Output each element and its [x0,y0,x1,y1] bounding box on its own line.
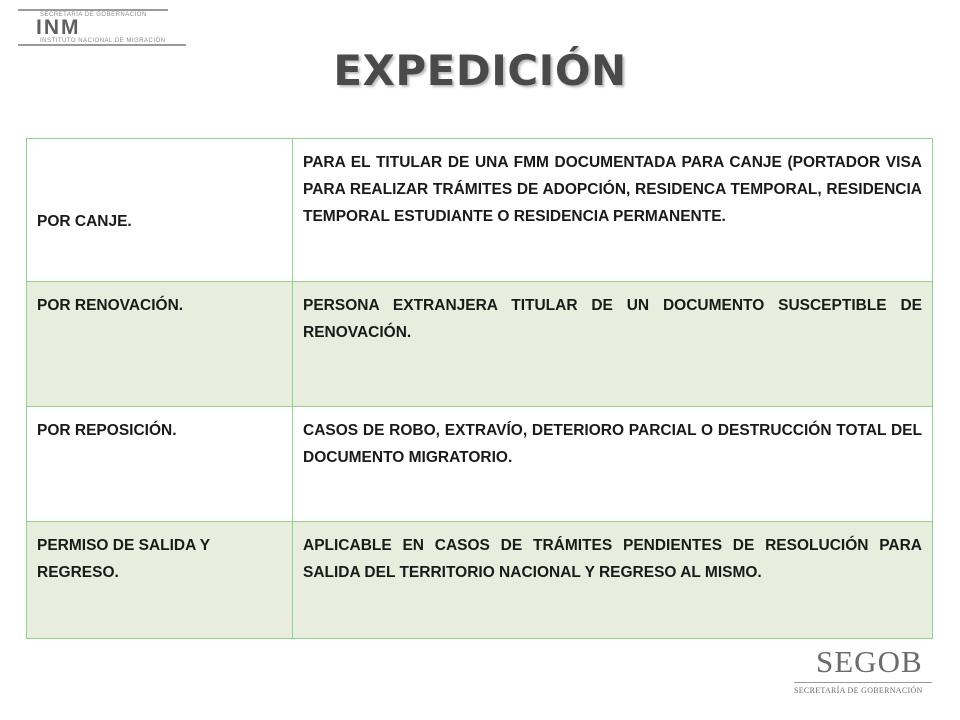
row-label: POR CANJE. [27,139,293,282]
inm-logo [18,6,186,46]
row-description: PERSONA EXTRANJERA TITULAR DE UN DOCUMENTO SUSCEPTIBLE DE RENOVACIÓN. [293,282,933,407]
logo-rule-top [18,9,168,11]
row-description: APLICABLE EN CASOS DE TRÁMITES PENDIENTES DE RESOLUCIÓN PARA SALIDA DEL TERRITORIO NACIONAL Y REGRESO AL MISMO. [293,522,933,639]
segob-logo-subtitle: SECRETARÍA DE GOBERNACIÓN [794,686,923,695]
segob-logo-word: SEGOB [816,644,923,679]
row-label: PERMISO DE SALIDA Y REGRESO. [27,522,293,639]
logo-bottom-text: INSTITUTO NACIONAL DE MIGRACIÓN [40,38,166,44]
row-description: CASOS DE ROBO, EXTRAVÍO, DETERIORO PARCIAL O DESTRUCCIÓN TOTAL DEL DOCUMENTO MIGRATORIO. [293,407,933,522]
logo-top-text: SECRETARÍA DE GOBERNACIÓN [40,12,147,18]
table-row [27,282,933,407]
row-label: POR REPOSICIÓN. [27,407,293,522]
page-title: EXPEDICIÓN [333,46,627,95]
segob-logo [792,644,934,700]
expedition-table [26,138,933,639]
row-label: POR RENOVACIÓN. [27,282,293,407]
logo-main-text: INM [36,16,81,39]
row-description: PARA EL TITULAR DE UNA FMM DOCUMENTADA PARA CANJE (PORTADOR VISA PARA REALIZAR TRÁMITES DE ADOPCIÓN, RESIDENCA TEMPORAL, RESIDENCIA TEMPORAL ESTUDIANTE O RESIDENCIA PERMANENTE. [293,139,933,282]
table-row [27,139,933,282]
table-row [27,522,933,639]
table-row [27,407,933,522]
segob-logo-rule [794,682,932,683]
